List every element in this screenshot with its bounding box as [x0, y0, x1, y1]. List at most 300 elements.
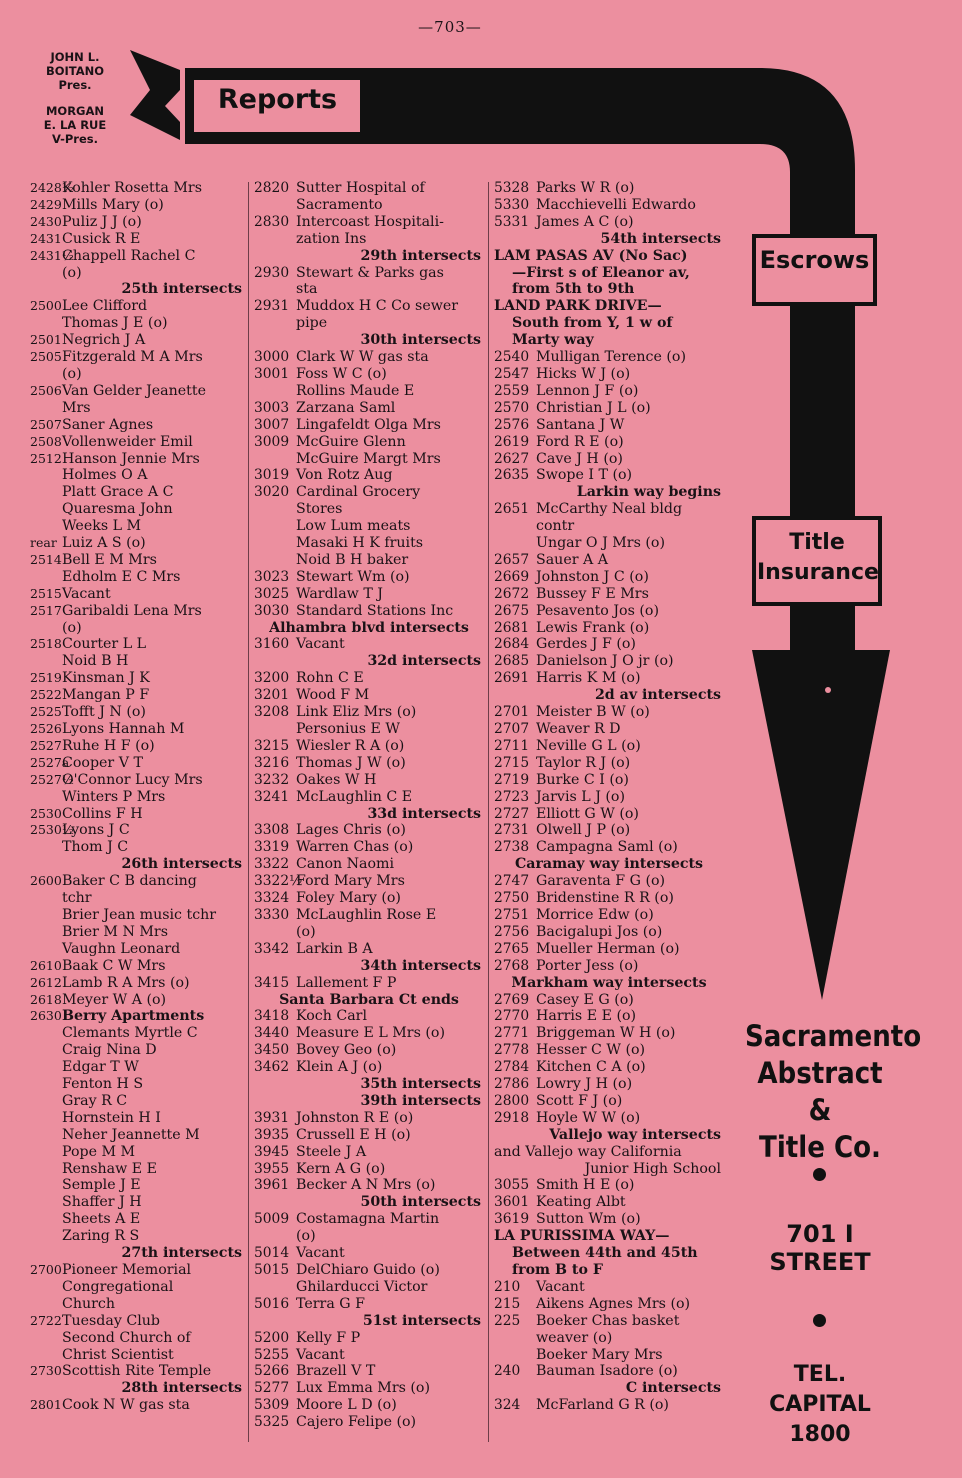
listing-entry [254, 1296, 484, 1313]
resident-name: Zarzana Saml [296, 399, 396, 416]
resident-name: McLaughlin C E [296, 788, 413, 805]
listing-entry [30, 1313, 245, 1330]
house-number: 3342 [254, 940, 290, 957]
intersection-heading: 25th intersects [121, 281, 242, 298]
address-line-1: 701 I [786, 1220, 854, 1248]
house-number: 2786 [494, 1076, 530, 1093]
house-number: 3619 [494, 1211, 530, 1228]
listing-entry [254, 467, 484, 484]
resident-name: Rohn C E [296, 670, 364, 687]
resident-name: Pesavento Jos (o) [536, 602, 659, 619]
listing-entry [254, 1380, 484, 1397]
listing-continuation: Gray R C [62, 1092, 128, 1109]
intersection-heading: 32d intersects [367, 653, 481, 670]
house-number: 2701 [494, 704, 530, 721]
listing-continuation: Quaresma John [62, 501, 173, 518]
listing-continuation: Rollins Maude E [296, 382, 415, 399]
listing-entry [254, 1127, 484, 1144]
house-number: 2518 [30, 636, 62, 652]
listing-entry [494, 755, 724, 772]
resident-name: Sutton Wm (o) [536, 1211, 641, 1228]
listing-entry [254, 670, 484, 687]
house-number: 3931 [254, 1109, 290, 1126]
listing-entry [254, 417, 484, 434]
resident-name: Lennon J F (o) [536, 382, 639, 399]
resident-name: Terra G F [296, 1295, 365, 1312]
listing-entry [254, 1330, 484, 1347]
resident-name: Bell E M Mrs [62, 551, 157, 568]
title-insurance-line-1: Title [789, 530, 845, 555]
house-number: 3935 [254, 1126, 290, 1143]
house-number: 2830 [254, 213, 290, 230]
intersection-heading: Larkin way begins [576, 484, 721, 501]
listing-entry [30, 417, 245, 434]
listing-entry [254, 586, 484, 603]
resident-name: DelChiaro Guido (o) [296, 1262, 440, 1278]
street-description: South from Y, 1 w of [512, 315, 673, 332]
listing-entry [494, 738, 724, 755]
directory-column-2 [254, 180, 484, 1431]
house-number: 2765 [494, 940, 530, 957]
house-number: 3319 [254, 839, 290, 856]
resident-name: Vacant [536, 1278, 585, 1295]
listing-entry [494, 1211, 724, 1228]
listing-entry [30, 1262, 245, 1279]
house-number: 2559 [494, 382, 530, 399]
listing-entry [254, 484, 484, 501]
listing-entry [254, 1144, 484, 1161]
resident-name: Mills Mary (o) [62, 196, 164, 213]
listing-entry [30, 1363, 245, 1380]
street-heading: LA PURISSIMA WAY— [494, 1228, 670, 1245]
listing-entry [254, 1110, 484, 1127]
resident-name: Swope I T (o) [536, 467, 633, 484]
resident-name: Johnston J C (o) [536, 568, 649, 585]
house-number: 2669 [494, 568, 530, 585]
listing-entry [30, 214, 245, 231]
listing-entry [30, 873, 245, 890]
listing-entry [30, 383, 245, 400]
listing-entry [30, 535, 245, 552]
house-number: 2500 [30, 298, 62, 314]
house-number: 2685 [494, 653, 530, 670]
president-name-line-1: JOHN L. [50, 50, 100, 64]
resident-name: Vacant [296, 1245, 345, 1262]
listing-entry [254, 349, 484, 366]
street-heading: LAND PARK DRIVE— [494, 298, 662, 315]
resident-name: Lux Emma Mrs (o) [296, 1380, 431, 1397]
listing-entry [494, 1042, 724, 1059]
listing-entry [254, 636, 484, 653]
resident-name: Smith H E (o) [536, 1177, 635, 1194]
house-number: 3019 [254, 467, 290, 484]
company-name-line-3: Title Co. [759, 1130, 881, 1164]
listing-entry [254, 1177, 484, 1194]
listing-entry [494, 1194, 724, 1211]
house-number: 3009 [254, 433, 290, 450]
listing-continuation: tchr [62, 890, 92, 907]
listing-entry [254, 1025, 484, 1042]
house-number: 3415 [254, 974, 290, 991]
listing-entry [30, 806, 245, 823]
house-number: 3003 [254, 399, 290, 416]
house-number: 2519 [30, 670, 62, 686]
resident-name: Kohler Rosetta Mrs [62, 180, 202, 196]
listing-entry [494, 569, 724, 586]
resident-name: Canon Naomi [296, 856, 395, 873]
house-number: 2800 [494, 1092, 530, 1109]
resident-name: McFarland G R (o) [536, 1397, 669, 1414]
resident-name: Cardinal Grocery [296, 484, 421, 501]
listing-continuation: Craig Nina D [62, 1042, 157, 1059]
resident-name: Campagna Saml (o) [536, 839, 678, 856]
listing-entry [494, 467, 724, 484]
resident-name: Gerdes J F (o) [536, 636, 636, 653]
resident-name: Baak C W Mrs [62, 957, 166, 974]
listing-entry [30, 349, 245, 366]
resident-name: Ford R E (o) [536, 433, 624, 450]
resident-name: Cusick R E [62, 230, 141, 247]
listing-entry [254, 704, 484, 721]
house-number: 3440 [254, 1025, 290, 1042]
listing-entry [254, 265, 484, 282]
resident-name: Macchievelli Edwardo [536, 196, 696, 213]
house-number: 2619 [494, 433, 530, 450]
listing-continuation: McGuire Margt Mrs [296, 450, 441, 467]
house-number: 3055 [494, 1177, 530, 1194]
listing-entry [494, 890, 724, 907]
house-number: 5266 [254, 1363, 290, 1380]
listing-entry [30, 586, 245, 603]
resident-name: McLaughlin Rose E [296, 906, 437, 923]
resident-name: Keating Albt [536, 1194, 626, 1211]
listing-continuation: Thomas J E (o) [62, 315, 168, 332]
resident-name: Ford Mary Mrs [296, 873, 405, 890]
listing-entry [494, 789, 724, 806]
listing-entry [494, 349, 724, 366]
house-number: 2723 [494, 788, 530, 805]
resident-name: Weaver R D [536, 721, 621, 737]
listing-entry [30, 704, 245, 721]
listing-entry [30, 248, 245, 265]
listing-entry [494, 924, 724, 941]
listing-entry [30, 687, 245, 704]
listing-entry [30, 1397, 245, 1414]
listing-entry [494, 400, 724, 417]
resident-name: Garibaldi Lena Mrs [62, 602, 202, 619]
listing-entry [254, 1042, 484, 1059]
resident-name: Bacigalupi Jos (o) [536, 923, 663, 940]
listing-continuation: pipe [296, 315, 328, 332]
president-title: Pres. [58, 78, 92, 92]
resident-name: Vacant [296, 1346, 345, 1363]
reports-label: Reports [217, 84, 338, 115]
resident-name: Puliz J J (o) [62, 213, 142, 230]
listing-continuation: Renshaw E E [62, 1160, 157, 1177]
listing-entry [254, 1414, 484, 1431]
listing-entry [494, 636, 724, 653]
house-number: 2784 [494, 1059, 530, 1076]
resident-name: McCarthy Neal bldg [536, 501, 683, 518]
listing-entry [30, 772, 245, 789]
listing-continuation: Noid B H baker [296, 551, 409, 568]
resident-name: Crussell E H (o) [296, 1126, 411, 1143]
listing-entry [30, 958, 245, 975]
listing-entry [494, 806, 724, 823]
house-number: 2770 [494, 1008, 530, 1025]
street-description: Between 44th and 45th [512, 1245, 698, 1262]
house-number: 2431½ [30, 247, 74, 263]
resident-name: Costamagna Martin [296, 1211, 440, 1228]
listing-entry [254, 822, 484, 839]
house-number: 2700 [30, 1262, 62, 1277]
house-number: 3241 [254, 788, 290, 805]
resident-name: Jarvis L J (o) [536, 788, 626, 805]
house-number: 2672 [494, 585, 530, 602]
house-number: 3001 [254, 365, 290, 382]
house-number: 2681 [494, 619, 530, 636]
house-number: 5016 [254, 1295, 290, 1312]
resident-name: Johnston R E (o) [296, 1109, 414, 1126]
listing-continuation: Masaki H K fruits [296, 535, 424, 552]
bullet-dot [813, 1168, 826, 1181]
listing-entry [254, 975, 484, 992]
resident-name: Danielson J O jr (o) [536, 653, 674, 670]
arrow-tail-flag [130, 50, 180, 140]
house-number: 3007 [254, 416, 290, 433]
listing-entry [494, 1363, 724, 1380]
resident-name: Mueller Herman (o) [536, 940, 680, 957]
company-name-line-2: Abstract & [757, 1056, 883, 1127]
listing-entry [30, 603, 245, 620]
house-number: 2547 [494, 365, 530, 382]
listing-continuation: Low Lum meats [296, 518, 411, 535]
street-description: —First s of Eleanor av, [512, 264, 690, 281]
listing-entry [30, 721, 245, 738]
arrow-rivet [825, 687, 831, 693]
listing-entry [254, 687, 484, 704]
listing-entry [494, 873, 724, 890]
house-number: 225 [494, 1312, 521, 1329]
listing-entry [254, 890, 484, 907]
listing-entry [254, 1059, 484, 1076]
listing-entry [494, 704, 724, 721]
house-number: 2801 [30, 1397, 62, 1413]
house-number: 2527 [30, 737, 62, 753]
listing-continuation: Ungar O J Mrs (o) [536, 535, 665, 552]
resident-name: Bridenstine R R (o) [536, 890, 674, 907]
column-divider [248, 182, 249, 1442]
resident-name: Christian J L (o) [536, 399, 651, 416]
house-number: 2570 [494, 399, 530, 416]
listing-entry [254, 214, 484, 231]
house-number: 2540 [494, 349, 530, 366]
house-number: 2527a [30, 754, 70, 770]
resident-name: Tuesday Club [62, 1312, 160, 1329]
house-number: 210 [494, 1278, 521, 1295]
house-number: 3322½ [254, 873, 303, 890]
house-number: 5014 [254, 1245, 290, 1262]
title-insurance-label [757, 528, 877, 588]
resident-name: Kern A G (o) [296, 1160, 386, 1177]
listing-entry [494, 552, 724, 569]
intersection-heading: Markham way intersects [511, 974, 707, 991]
listing-entry [30, 1008, 245, 1025]
house-number: 2691 [494, 670, 530, 687]
listing-entry [494, 197, 724, 214]
listing-continuation: Stores [296, 501, 343, 518]
resident-name: Brazell V T [296, 1363, 376, 1380]
resident-name: Elliott G W (o) [536, 805, 639, 822]
resident-name: Scottish Rite Temple [62, 1363, 212, 1380]
resident-name: Tofft J N (o) [62, 704, 146, 721]
house-number: 3025 [254, 585, 290, 602]
listing-continuation: (o) [62, 365, 82, 382]
listing-continuation: Thom J C [62, 839, 129, 856]
listing-continuation: (o) [296, 923, 316, 940]
house-number: 3201 [254, 687, 290, 704]
resident-name: Neville G L (o) [536, 737, 641, 754]
house-number: 2612 [30, 974, 62, 990]
listing-continuation: Sheets A E [62, 1211, 141, 1228]
listing-continuation: sta [296, 281, 318, 298]
resident-name: Berry Apartments [62, 1008, 205, 1025]
intersection-heading: 26th intersects [121, 856, 242, 873]
listing-continuation: (o) [296, 1228, 316, 1245]
resident-name: Hoyle W W (o) [536, 1109, 641, 1126]
resident-name: Moore L D (o) [296, 1397, 397, 1414]
listing-continuation: Semple J E [62, 1177, 141, 1194]
listing-continuation: Winters P Mrs [62, 788, 166, 805]
listing-continuation: Shaffer J H [62, 1194, 142, 1211]
resident-name: Cajero Felipe (o) [296, 1414, 417, 1431]
listing-continuation: Holmes O A [62, 467, 148, 484]
intersection-heading: 54th intersects [600, 230, 721, 247]
listing-entry [494, 1059, 724, 1076]
resident-name: Hanson Jennie Mrs [62, 450, 200, 467]
listing-entry [254, 907, 484, 924]
house-number: 2711 [494, 737, 530, 754]
resident-name: Courter L L [62, 636, 147, 653]
listing-entry [494, 1313, 724, 1330]
house-number: 2527½ [30, 771, 74, 787]
listing-entry [254, 839, 484, 856]
listing-entry [30, 975, 245, 992]
listing-entry [494, 907, 724, 924]
house-number: 5330 [494, 196, 530, 213]
resident-name: Lallement F P [296, 974, 397, 991]
intersection-heading: 51st intersects [362, 1312, 481, 1329]
listing-entry [494, 670, 724, 687]
telephone-line-1: TEL. [793, 1362, 847, 1387]
house-number: 2750 [494, 890, 530, 907]
listing-entry [254, 366, 484, 383]
house-number: 2657 [494, 551, 530, 568]
house-number: 2768 [494, 957, 530, 974]
listing-continuation: Noid B H [62, 653, 129, 670]
house-number: 2429 [30, 196, 62, 212]
resident-name: Becker A N Mrs (o) [296, 1177, 436, 1194]
house-number: 2515 [30, 585, 62, 601]
resident-name: Lingafeldt Olga Mrs [296, 416, 441, 433]
vice-president-name-line-2: E. LA RUE [43, 118, 107, 132]
house-number: 3308 [254, 822, 290, 839]
resident-name: Lowry J H (o) [536, 1076, 633, 1093]
listing-continuation: Vaughn Leonard [62, 940, 181, 957]
intersection-heading: Junior High School [584, 1160, 721, 1177]
resident-name: Harris E E (o) [536, 1008, 637, 1025]
resident-name: Vacant [296, 636, 345, 653]
house-number: 2715 [494, 754, 530, 771]
resident-name: Boeker Chas basket [536, 1312, 680, 1329]
resident-name: Thomas J W (o) [296, 754, 406, 771]
house-number: 2727 [494, 805, 530, 822]
house-number: 2820 [254, 180, 290, 196]
listing-entry [494, 501, 724, 518]
listing-entry [494, 383, 724, 400]
listing-entry [30, 434, 245, 451]
house-number: 2722 [30, 1312, 62, 1328]
listing-entry [494, 603, 724, 620]
resident-name: Morrice Edw (o) [536, 906, 654, 923]
street-description: from B to F [512, 1262, 603, 1278]
intersection-heading: Alhambra blvd intersects [269, 619, 469, 636]
house-number: 3023 [254, 568, 290, 585]
house-number: 2769 [494, 991, 530, 1008]
listing-entry [494, 1110, 724, 1127]
listing-continuation: Boeker Mary Mrs [536, 1346, 663, 1363]
resident-name: Wardlaw T J [296, 585, 383, 602]
house-number: 2627 [494, 450, 530, 467]
house-number: 2719 [494, 771, 530, 788]
bullet-dot [813, 1314, 826, 1327]
listing-entry [494, 1296, 724, 1313]
house-number: 2635 [494, 467, 530, 484]
resident-name: Sutter Hospital of [296, 180, 425, 196]
house-number: 2747 [494, 873, 530, 890]
listing-continuation: Brier Jean music tchr [62, 906, 217, 923]
house-number: 2618 [30, 991, 62, 1007]
listing-continuation: Edholm E C Mrs [62, 568, 181, 585]
house-number: 215 [494, 1295, 521, 1312]
company-telephone [745, 1360, 895, 1450]
listing-entry [30, 451, 245, 468]
resident-name: Chappell Rachel C [62, 247, 196, 264]
house-number: 3322 [254, 856, 290, 873]
listing-continuation: Mrs [62, 399, 91, 416]
resident-name: Burke C I (o) [536, 771, 629, 788]
house-number: 2507 [30, 416, 62, 432]
house-number: 3000 [254, 349, 290, 366]
listing-entry [30, 670, 245, 687]
listing-entry [30, 636, 245, 653]
resident-name: Parks W R (o) [536, 180, 635, 196]
house-number: 5325 [254, 1414, 290, 1431]
telephone-line-2: CAPITAL [769, 1392, 871, 1417]
resident-name: James A C (o) [536, 213, 634, 230]
resident-name: Pioneer Memorial [62, 1262, 192, 1278]
house-number: 3330 [254, 906, 290, 923]
intersection-heading: 34th intersects [360, 957, 481, 974]
resident-name: Meyer W A (o) [62, 991, 167, 1008]
house-number: 2512 [30, 450, 62, 466]
house-number: 2756 [494, 923, 530, 940]
resident-name: Hesser C W (o) [536, 1042, 646, 1059]
directory-column-3 [494, 180, 724, 1414]
resident-name: Fitzgerald M A Mrs [62, 349, 203, 366]
house-number: 2778 [494, 1042, 530, 1059]
resident-name: Measure E L Mrs (o) [296, 1025, 445, 1042]
